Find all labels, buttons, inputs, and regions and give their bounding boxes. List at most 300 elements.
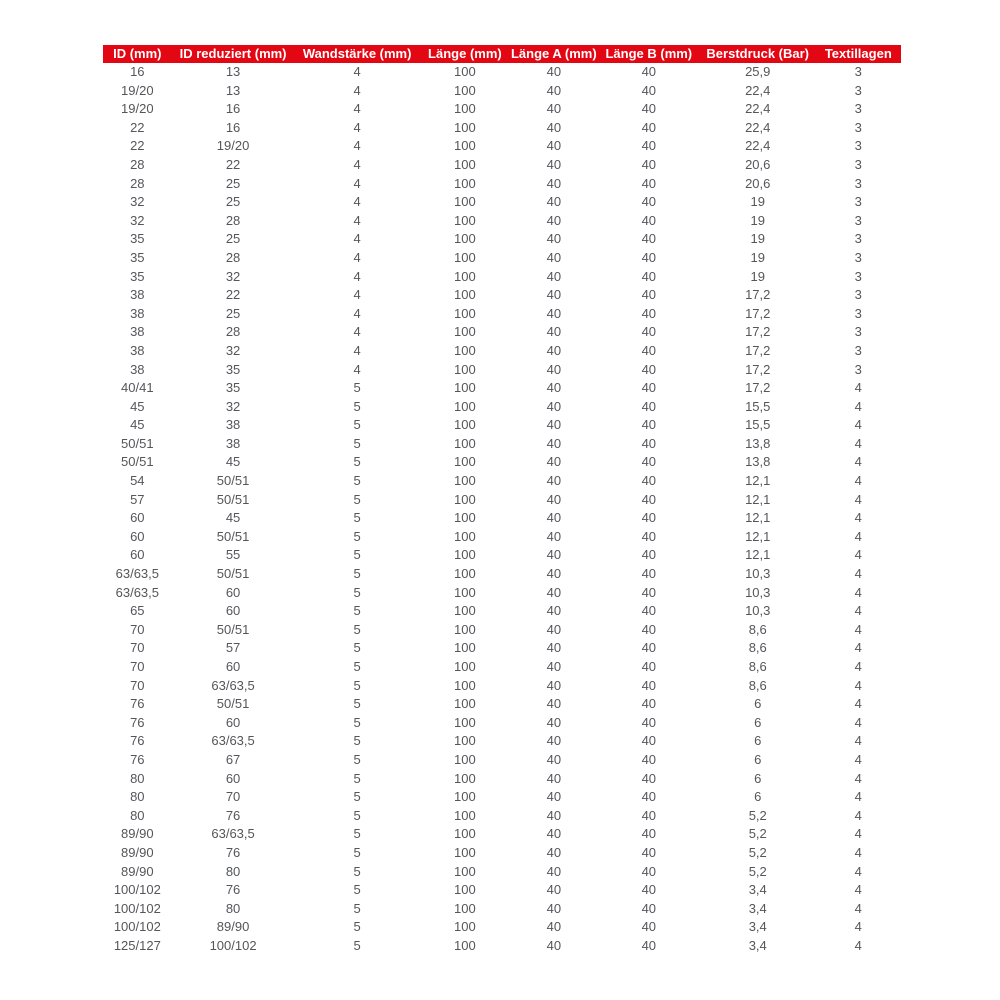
cell: 40 [641,268,657,284]
cell: 6 [754,733,762,749]
cell: 5 [353,659,361,674]
cell: 100 [454,231,476,247]
cell: 40 [546,212,562,228]
column-header: Länge B (mm) [598,45,700,63]
cell: 19/20 [121,82,154,98]
table-row [103,770,901,789]
cell: 40 [546,900,562,916]
cell: 5 [353,547,361,563]
cell: 4 [854,659,862,674]
cell: 70 [130,621,145,637]
cell: 40 [641,473,657,489]
table-row [103,509,901,528]
cell: 40 [546,751,562,767]
table-row [103,639,901,658]
cell: 5 [353,900,361,916]
cell: 22 [225,287,241,303]
table-row [103,602,901,621]
cell: 4 [854,417,862,433]
cell: 40 [546,156,562,172]
cell: 89/90 [121,844,154,860]
cell: 4 [854,733,862,749]
cell: 60 [225,770,241,786]
cell: 10,3 [745,584,771,600]
cell: 19 [750,212,765,228]
column-header: ID (mm) [103,45,172,63]
cell: 76 [225,882,241,898]
cell: 55 [225,547,241,563]
cell: 57 [225,640,241,656]
table-row [103,193,901,212]
table-row [103,268,901,287]
cell: 40 [546,528,562,544]
cell: 40 [546,807,562,823]
cell: 22 [130,138,145,154]
cell: 40 [546,566,562,582]
cell: 60 [130,547,145,563]
cell: 60 [225,584,241,600]
cell: 10,3 [745,566,771,582]
table-row [103,937,901,956]
cell: 4 [854,677,862,693]
cell: 100 [454,659,476,674]
cell: 3 [854,194,862,210]
cell: 4 [353,268,361,284]
cell: 5 [353,714,361,730]
cell: 76 [225,807,241,823]
cell: 40 [546,361,562,377]
cell: 40 [641,751,657,767]
cell: 4 [353,194,361,210]
cell: 100 [454,714,476,730]
cell: 100 [454,454,476,470]
cell: 32 [130,194,145,210]
cell: 100 [454,733,476,749]
cell: 40 [546,547,562,563]
cell: 32 [225,398,241,414]
table-row [103,472,901,491]
cell: 100 [454,194,476,210]
table-row [103,175,901,194]
cell: 70 [130,640,145,656]
cell: 40 [546,473,562,489]
cell: 40 [641,305,657,321]
cell: 4 [854,882,862,898]
cell: 5,2 [748,844,767,860]
cell: 40 [546,603,562,619]
cell: 12,1 [745,547,771,563]
cell: 40 [546,714,562,730]
cell: 3 [854,119,862,135]
cell: 13,8 [745,435,771,451]
cell: 40 [641,454,657,470]
cell: 5,2 [748,826,767,842]
cell: 25 [225,175,241,191]
table-row [103,212,901,231]
table-row [103,677,901,696]
cell: 3 [854,64,862,79]
cell: 28 [225,212,241,228]
cell: 40 [641,937,657,953]
cell: 80 [130,789,145,805]
cell: 12,1 [745,473,771,489]
cell: 100 [454,696,476,712]
cell: 4 [854,807,862,823]
cell: 40 [546,342,562,358]
cell: 4 [854,491,862,507]
cell: 40 [546,844,562,860]
cell: 40 [641,863,657,879]
cell: 4 [854,770,862,786]
cell: 40 [546,454,562,470]
cell: 3 [854,212,862,228]
column-header: Textillagen [816,45,901,63]
cell: 100 [454,789,476,805]
cell: 3 [854,324,862,340]
cell: 5 [353,584,361,600]
cell: 4 [854,528,862,544]
cell: 63/63,5 [211,677,255,693]
cell: 25 [225,305,241,321]
cell: 4 [854,454,862,470]
cell: 3,4 [748,919,767,935]
cell: 50/51 [216,528,250,544]
cell: 40 [641,361,657,377]
cell: 38 [130,361,145,377]
cell: 100/102 [209,937,257,953]
cell: 40 [641,584,657,600]
cell: 57 [130,491,145,507]
cell: 100 [454,584,476,600]
cell: 4 [854,844,862,860]
cell: 17,2 [745,305,771,321]
table-row [103,714,901,733]
cell: 40 [641,82,657,98]
cell: 80 [225,900,241,916]
cell: 6 [754,770,762,786]
cell: 3,4 [748,900,767,916]
cell: 40 [641,64,657,79]
table-row [103,825,901,844]
table-header [103,45,901,63]
cell: 5 [353,826,361,842]
table-row [103,379,901,398]
cell: 19/20 [216,138,250,154]
cell: 40 [546,194,562,210]
column-header: ID reduziert (mm) [172,45,295,63]
cell: 100 [454,751,476,767]
table-row [103,658,901,677]
cell: 5 [353,733,361,749]
cell: 40 [546,789,562,805]
cell: 63/63,5 [115,584,159,600]
cell: 5 [353,566,361,582]
table-row [103,751,901,770]
cell: 22 [130,119,145,135]
cell: 5 [353,696,361,712]
cell: 100 [454,882,476,898]
cell: 5,2 [748,807,767,823]
cell: 38 [225,435,241,451]
cell: 40 [546,417,562,433]
cell: 50/51 [121,454,154,470]
cell: 3 [854,249,862,265]
cell: 4 [854,919,862,935]
table-row [103,881,901,900]
cell: 40 [546,175,562,191]
cell: 100 [454,101,476,117]
cell: 100 [454,287,476,303]
table-row [103,249,901,268]
cell: 16 [225,101,241,117]
cell: 6 [754,696,762,712]
cell: 40 [641,101,657,117]
table-row [103,695,901,714]
cell: 100 [454,491,476,507]
cell: 40 [546,324,562,340]
cell: 40 [546,733,562,749]
cell: 4 [854,398,862,414]
table-row [103,844,901,863]
cell: 4 [353,249,361,265]
cell: 15,5 [745,398,771,414]
cell: 38 [130,342,145,358]
cell: 4 [353,119,361,135]
cell: 100 [454,398,476,414]
table-row [103,156,901,175]
cell: 4 [353,101,361,117]
cell: 100 [454,826,476,842]
cell: 15,5 [745,417,771,433]
cell: 45 [130,398,145,414]
cell: 63/63,5 [211,826,255,842]
cell: 40 [641,900,657,916]
cell: 50/51 [216,566,250,582]
cell: 40 [546,491,562,507]
cell: 5 [353,435,361,451]
cell: 50/51 [216,696,250,712]
cell: 3 [854,156,862,172]
cell: 40 [546,584,562,600]
cell: 3 [854,231,862,247]
cell: 4 [854,696,862,712]
cell: 40 [641,380,657,396]
cell: 40 [641,491,657,507]
cell: 40 [546,82,562,98]
cell: 40 [546,677,562,693]
cell: 4 [854,380,862,396]
cell: 80 [130,770,145,786]
cell: 100/102 [113,882,161,898]
cell: 100 [454,844,476,860]
cell: 40 [641,417,657,433]
table-row [103,137,901,156]
cell: 35 [130,249,145,265]
cell: 12,1 [745,491,771,507]
cell: 32 [225,268,241,284]
cell: 5 [353,380,361,396]
table-row [103,584,901,603]
cell: 25 [225,194,241,210]
cell: 5 [353,398,361,414]
cell: 100/102 [113,900,161,916]
cell: 4 [854,826,862,842]
cell: 100 [454,82,476,98]
cell: 10,3 [745,603,771,619]
table-row [103,416,901,435]
cell: 89/90 [121,863,154,879]
cell: 3 [854,305,862,321]
cell: 45 [130,417,145,433]
table-row [103,863,901,882]
cell: 89/90 [121,826,154,842]
cell: 40 [641,733,657,749]
cell: 100 [454,547,476,563]
cell: 100 [454,863,476,879]
table-row [103,342,901,361]
cell: 40 [641,659,657,674]
cell: 100 [454,119,476,135]
cell: 100 [454,249,476,265]
cell: 38 [130,324,145,340]
cell: 13,8 [745,454,771,470]
cell: 4 [854,863,862,879]
table-row [103,788,901,807]
cell: 89/90 [216,919,250,935]
cell: 100 [454,473,476,489]
cell: 20,6 [745,156,771,172]
cell: 5 [353,454,361,470]
cell: 16 [225,119,241,135]
cell: 4 [353,231,361,247]
cell: 4 [353,324,361,340]
cell: 40 [641,119,657,135]
cell: 40 [641,677,657,693]
cell: 100 [454,900,476,916]
table-row [103,323,901,342]
cell: 40 [641,770,657,786]
cell: 100 [454,621,476,637]
table-row [103,546,901,565]
cell: 28 [225,249,241,265]
cell: 16 [130,64,145,79]
cell: 40 [546,882,562,898]
cell: 35 [225,380,241,396]
cell: 40 [641,807,657,823]
cell: 60 [225,714,241,730]
cell: 17,2 [745,324,771,340]
cell: 76 [130,751,145,767]
cell: 100 [454,919,476,935]
cell: 60 [225,659,241,674]
cell: 40 [641,175,657,191]
cell: 17,2 [745,342,771,358]
table-header-row [103,45,901,63]
cell: 38 [225,417,241,433]
cell: 8,6 [748,677,767,693]
cell: 28 [225,324,241,340]
cell: 125/127 [113,937,161,953]
cell: 40 [641,696,657,712]
cell: 5 [353,528,361,544]
table-row [103,491,901,510]
cell: 3 [854,342,862,358]
cell: 8,6 [748,659,767,674]
table-row [103,100,901,119]
cell: 19 [750,268,765,284]
cell: 3 [854,268,862,284]
cell: 3,4 [748,882,767,898]
cell: 8,6 [748,621,767,637]
cell: 40 [641,844,657,860]
cell: 5 [353,919,361,935]
cell: 40 [546,696,562,712]
cell: 40 [546,231,562,247]
cell: 19 [750,194,765,210]
cell: 100 [454,324,476,340]
cell: 4 [854,937,862,953]
cell: 40 [641,398,657,414]
cell: 4 [854,547,862,563]
cell: 4 [353,175,361,191]
cell: 4 [353,287,361,303]
cell: 40 [546,268,562,284]
cell: 40 [546,770,562,786]
cell: 100 [454,640,476,656]
cell: 40 [641,919,657,935]
cell: 100 [454,435,476,451]
cell: 6 [754,714,762,730]
cell: 40 [641,231,657,247]
cell: 40 [641,566,657,582]
cell: 45 [225,510,241,526]
cell: 40 [546,249,562,265]
table-row [103,119,901,138]
cell: 40 [546,305,562,321]
cell: 40 [641,826,657,842]
cell: 4 [854,435,862,451]
cell: 4 [854,510,862,526]
cell: 35 [130,231,145,247]
cell: 40 [546,398,562,414]
table-row [103,453,901,472]
cell: 5 [353,882,361,898]
cell: 40 [641,621,657,637]
cell: 6 [754,751,762,767]
cell: 100 [454,305,476,321]
cell: 100 [454,342,476,358]
cell: 40 [641,882,657,898]
cell: 100 [454,156,476,172]
cell: 50/51 [216,473,250,489]
cell: 60 [130,528,145,544]
column-header: Länge A (mm) [510,46,597,61]
cell: 40 [641,789,657,805]
cell: 35 [225,361,241,377]
cell: 45 [225,454,241,470]
cell: 19 [750,249,765,265]
cell: 40 [641,324,657,340]
cell: 4 [854,751,862,767]
cell: 17,2 [745,287,771,303]
cell: 5 [353,510,361,526]
cell: 4 [353,212,361,228]
cell: 5 [353,640,361,656]
table-row [103,621,901,640]
cell: 5 [353,789,361,805]
cell: 5 [353,770,361,786]
table-row [103,305,901,324]
